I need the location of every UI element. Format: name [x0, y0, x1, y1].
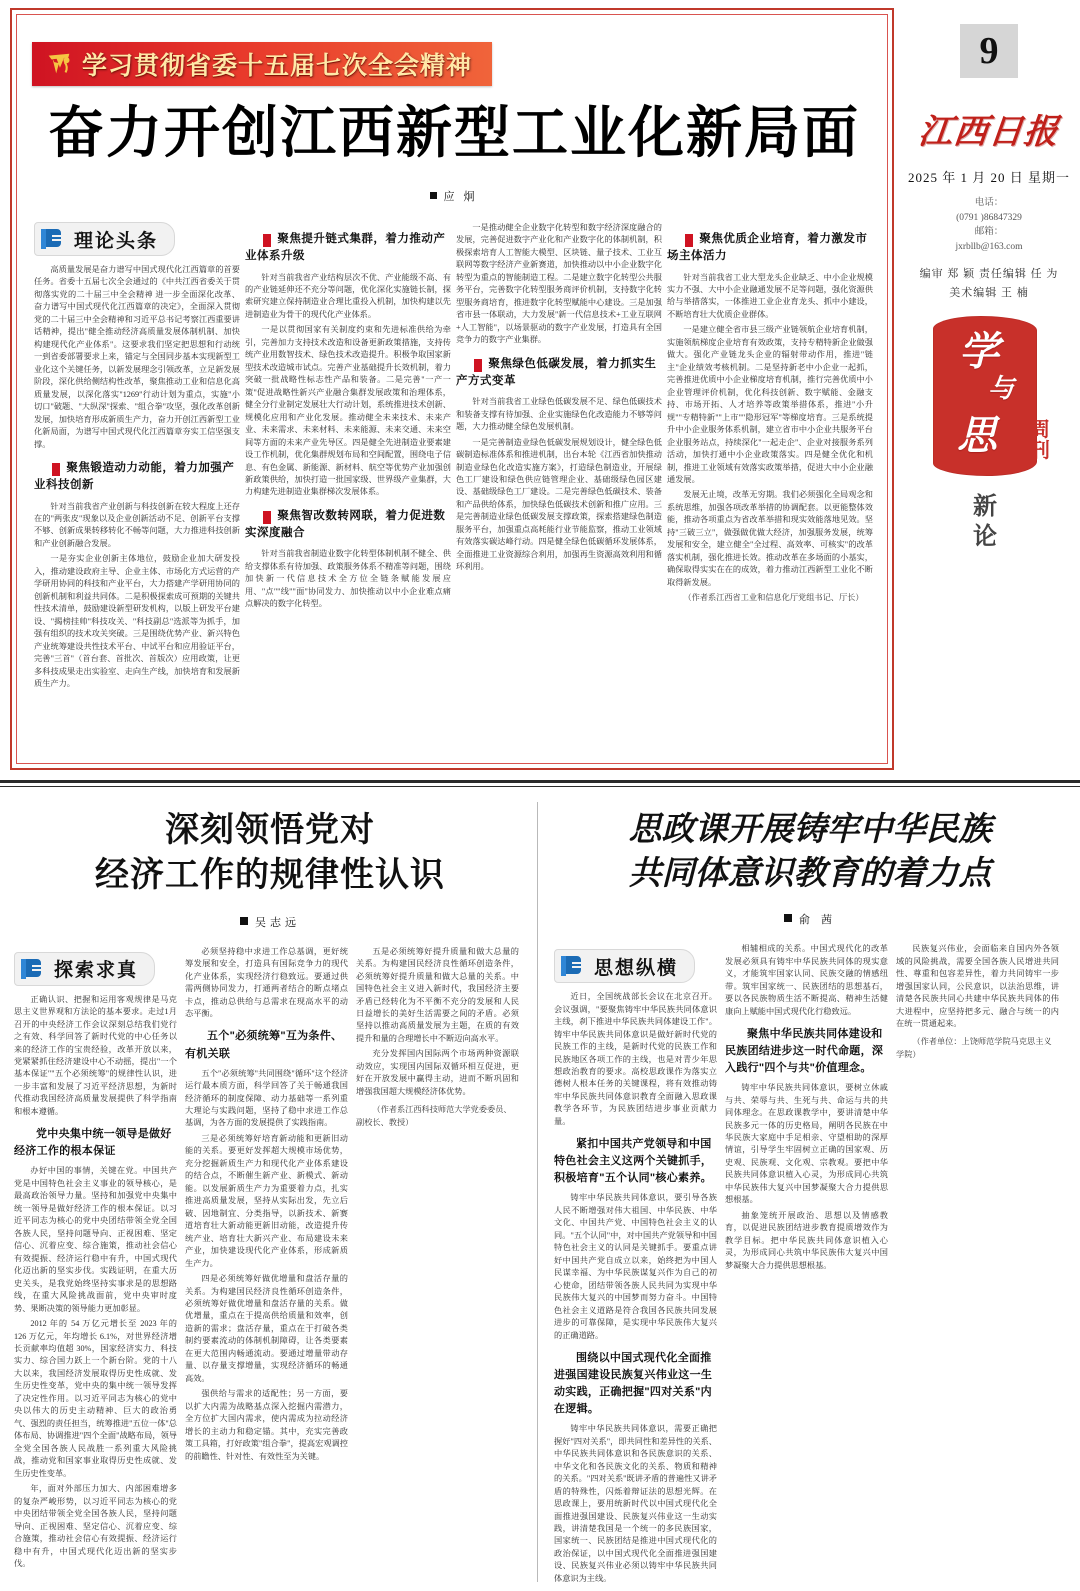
red-marker-icon: [685, 234, 693, 247]
subheading: [456, 356, 662, 391]
br-column-1: [554, 943, 717, 1588]
paragraph: 必须坚持稳中求进工作总基调，更好统筹发展和安全，打造具有国际竞争力的现代化产业体系，实现经济行稳致远。要通过供需两侧协同发力，打通两者结合的断点堵点卡点，推动总供给与总需求在现高水平的动态平衡。: [185, 946, 348, 1018]
paragraph: 2012 年的 54 万亿元增长至 2023 年的 126 万亿元，年均增长 6.1%，对世界经济增长贡献率均值超 30%，国家经济实力、科技实力、综合国力跃上一个新台阶。党的十八大以来，我国经济发展取得历史性成就、发生历史性变革，党中央的集中统一领导发挥了决定性作用。以习近平同志为核心的党中央以伟大的历史主动精神、巨大的政治勇气、强烈的责任担当，统筹推进"五位一体"总体布局、协调推进"四个全面"战略布局，领导全党全国各族人民战胜一系列重大风险挑战，推动党和国家事业取得历史性成就、发生历史性变革。: [14, 1319, 177, 1478]
book-badge-icon: [39, 227, 65, 251]
paragraph: 五是必须统筹好提升质量和做大总量的关系。为构建国民经济良性循环创造条件，必须统筹好提升质量和做大总量的关系。中国特色社会主义进入新时代，我国经济主要矛盾已经转化为不平衡不充分的发展和人民日益增长的美好生活需要之间的矛盾。必须坚持以推动高质量发展为主题，在质的有效提升和量的合理增长中不断迈向高水平。: [356, 946, 519, 1043]
editors-block: [905, 265, 1073, 302]
top-article-author: 应 炯: [443, 191, 478, 203]
paragraph: 正确认识、把握和运用客观规律是马克思主义世界观和方法论的基本要求。走过1月召开的中央经济工作会议深刻总结我们党行之有效、科学回答了新时代党的中心任务以来的经济工作的宝贵经验，改革开放以来，党紧紧抓住经济建设中心不动摇，提出"一个基本保证""五个必须统筹"的规律性认识，进一步丰富和发展了习近平经济思想，为新时代推动我国经济高质量发展提供了科学指南和根本遵循。: [14, 994, 177, 1116]
paragraph: 一是推动健全企业数字化转型和数字经济深度融合的发展，完善促进数字产业化和产业数字化的体制机制，积极探索培育人工智能大模型、区块链、量子技术、工业互联网等数字经济产业新赛道，加快推动以中小企业数字化转型为重点的智能制造工程。二是建立数字化转型公共服务平台，完善数字化转型服务商评价机制，支持数字化转型服务商培育，推进数字化转型赋能中心建设。三是加强省市县一体联动，大力发展"新一代信息技术+工业互联网+人工智能"，以场景驱动的数字产业发展，打造具有全国竞争力的数字产业集群。: [456, 223, 662, 345]
paragraph: 一是完善制造业绿色低碳发展规划设计，健全绿色低碳制造标准体系和推进机制，出台本轮《江西省加快推动制造业绿色化改造实施方案》，打造绿色制造业，开展绿色工厂建设和绿色供应链管理企业、基础级绿色园区建设、基础级绿色工厂建设。二是完善绿色低碳技术、装备和产品供给体系，加快绿色低碳技术创新和推广应用。三是完善制造业绿色低碳发展支撑政策，探索搭建绿色制造服务平台，加强重点高耗能行业节能监察，推动工业领域有效落实碳达峰行动。四是健全绿色低碳循环发展体系，全面推进工业资源综合利用，加强再生资源高效利用和循环利用。: [456, 437, 662, 572]
paragraph: 高质量发展是奋力谱写中国式现代化江西篇章的首要任务。省委十五届七次全会通过的《中共江西省委关于贯彻落实党的二十届三中全会精神 进一步全面深化改革、奋力谱写中国式现代化江西篇章的决定》，全面深入贯彻党的二十届三中全会精神和习近平总书记考察江西重要讲话精神，提出"健全推动经济高质量发展体制机制、加快构建现代化产业体系"。这要求我们坚定把思想和行动统一到省委部署要求上来，锚定与全国同步基本实现新型工业化这个关键任务，以新发展理念引领改革，立足新发展阶段，深化供给侧结构性改革，聚焦推动工业和信息化高质量发展，以深化落实"1269"行动计划为重点，实施"小切口"破题、"大纵深"探索、"组合拳"攻坚，强化改革创新发展，加快培育形成新质生产力，奋力开创江西新型工业化新局面，为谱写中国式现代化江西篇章夯实工信坚强支撑。: [34, 265, 240, 449]
article-credit: （作者系江西省工业和信息化厅党组书记、厅长）: [683, 593, 864, 603]
party-banner-text: 学习贯彻省委十五届七次全会精神: [82, 52, 473, 80]
section-divider-thin: [0, 786, 1080, 787]
top-article-columns: [34, 222, 874, 762]
top-column-3: [456, 222, 662, 762]
paragraph: 近日，全国统战部长会议在北京召开。会议强调，"要聚焦铸牢中华民族共同体意识主线，刹下推进中华民族共同体建设工作"。铸牢中华民族共同体意识是做好新时代党的民族工作的主线，是新时代党的民族工作和民族地区各项工作的主线，也是对青少年思想政治教育的要求。高校思政课作为落实立德树人根本任务的关键课程，将有效推动铸牢中华民族共同体意识教育全面融入思政课教学各环节，为民族团结进步事业贡献力量。: [554, 992, 717, 1126]
phone-value: (0791 )86847329: [956, 212, 1022, 223]
bl-column-2: [185, 946, 348, 1574]
paragraph: 四是必须统筹好做优增量和盘活存量的关系。为构建国民经济良性循环创造条件，必须统筹好做优增量和盘活存量的关系。做优增量，重点在于提高供给质量和效率，创造新的需求；盘活存量，重点在于打破各类制约要素流动的体制机制障碍，让各类要素在更大范围内畅通流动。要通过增量带动存量、以存量支撑增量，实现经济循环的畅通高效。: [185, 1274, 348, 1383]
paragraph: 铸牢中华民族共同体意识，需要正确把握好"四对关系"，即共同性和差异性的关系、中华民族共同体意识和各民族意识的关系、中华文化和各民族文化的关系、物质和精神的关系。"四对关系"既讲矛盾的普遍性又讲矛盾的特殊性，闪烁着辩证法的思想光辉。在思政课上，要用统新时代以中国式现代化全面推进强国建设、民族复兴伟业这一生动实践，讲清楚我国是一个统一的多民族国家，国家统一、民族团结是推进中国式现代化的政治保证，以中国式现代化全面推进强国建设、民族复兴伟业必须以铸牢中华民族共同体意识为主线。: [554, 1424, 717, 1583]
subheading-text: 聚焦绿色低碳发展，着力抓实生产方式变革: [456, 357, 657, 387]
br-columns: [548, 943, 1072, 1588]
email-label: 邮箱：: [974, 227, 1004, 238]
top-article-frame: [10, 8, 894, 770]
red-marker-icon: [263, 234, 271, 247]
paragraph: 年，面对外部压力加大、内部困难增多的复杂严峻形势，以习近平同志为核心的党中央团结带领全党全国各族人民，坚持问题导向、正视困难、坚定信心、沉着应变、综合施策，推动社会信心有效提振、经济运行稳中有升，中国式现代化迈出新的坚实步伐。: [14, 1484, 177, 1568]
paragraph: 针对当前我省产业结构层次不优、产业能级不高、有的产业链延伸还不充分等问题，优化深化实施链长制，探索研究建立保持制造业合理比重投入机制，加快构建以先进制造业为骨干的现代化产业体系。: [245, 272, 451, 319]
email-value: jxrbllb@163.com: [955, 242, 1023, 253]
red-marker-icon: [474, 359, 482, 372]
paragraph: 相辅相成的关系。中国式现代化的改革发展必须具有铸牢中华民族共同体的现实意义，才能筑牢国家认同、民族交融的情感纽带。筑牢国家统一、民族团结的思想基石，要以各民族物质生活不断提高、精神生活健康向上赋能中国式现代化行稳致远。: [725, 944, 888, 1016]
paragraph: 铸牢中华民族共同体意识，要引导各族人民不断增强对伟大祖国、中华民族、中华文化、中国共产党、中国特色社会主义的认同。"五个认同"中，对中国共产党领导和中国特色社会主义的认同是关键抓手。要重点讲好中国共产党自成立以来，始终把为中国人民谋幸福、为中华民族谋复兴作为自己的初心使命，团结带领各族人民共同为实现中华民族伟大复兴的中国梦而努力奋斗。中国特色社会主义道路是符合我国各民族共同发展进步的可靠保障，是实现中华民族伟大复兴的正确道路。: [554, 1193, 717, 1340]
section-divider-thick: [0, 780, 1080, 783]
section-badge-thought[interactable]: [554, 949, 695, 983]
paragraph: 铸牢中华民族共同体意识，要树立休戚与共、荣辱与共、生死与共、命运与共的共同体理念。在思政课教学中，要讲清楚中华民族多元一体的历史格局，阐明各民族在中华民族大家庭中手足相亲、守望相助的深厚情谊，引导学生牢固树立正确的国家观、历史观、民族观、文化观、宗教观。要把中华民族共同体意识植入心灵，为形成同心共筑中华民族伟大复兴中国梦凝聚大合力提供思想根基。: [725, 1083, 888, 1205]
subheading: [245, 508, 451, 543]
paragraph: 针对当前我省产业创新与科技创新在较大程度上还存在的"两张皮"现象以及企业创新活动不足、创新平台支撑不够、创新成果转移转化不畅等问题，大力推进科技创新和产业创新融合发展。: [34, 501, 240, 548]
subheading-text: 聚焦锻造动力动能，着力加强产业科技创新: [34, 462, 235, 492]
page-number: 9: [960, 24, 1018, 78]
section-badge-explore[interactable]: [14, 952, 155, 986]
section-badge-label: 探索求真: [54, 960, 139, 982]
section-badge-label: 理论头条: [74, 230, 159, 252]
section-badge-theory[interactable]: [34, 222, 175, 256]
subheading: 紧扣中国共产党领导和中国特色社会主义这两个关键抓手，积极培育"五个认同"核心素养。: [554, 1138, 713, 1185]
subheading-text: 聚焦智改数转网联，着力促进数实深度融合: [245, 509, 446, 540]
seal-char-1: 学: [959, 329, 999, 375]
subheading: [245, 231, 451, 266]
byline-square-icon: [240, 917, 248, 925]
bl-columns: [8, 946, 532, 1574]
paragraph: 抽象笼统开展政治、思想以及情感教育，以促进民族团结进步教育提质增效作为教学目标。把中华民族共同体意识植入心灵，为形成同心共筑中华民族伟大复兴中国梦凝聚大合力提供思想根基。: [725, 1210, 888, 1270]
paragraph: 针对当前我省制造业数字化转型体制机制不健全、供给支撑体系有待加强、政策服务体系不精准等问题，围绕加快新一代信息技术全方位全链条赋能发展应用、"点""线""面"协同发力、加快推动以中小企业难点痛点解决的数字化转型。: [245, 549, 451, 609]
subheading: 五个"必须统筹"互为条件、有机关联: [185, 1030, 343, 1060]
book-badge-icon: [559, 954, 585, 978]
paragraph: 三是必须统筹好培育新动能和更新旧动能的关系。要更好发挥超大规模市场优势，充分挖掘新质生产力和现代化产业体系建设的结合点，不断催生新产业、新模式、新动能。以发展新质生产力为重要着力点，扎实推进高质量发展，坚持从实际出发，先立后破、因地制宜、分类指导，以新技术、新赛道培育壮大新动能更新旧动能，改造提升传统产业、培育壮大新兴产业、布局建设未来产业，加快建设现代化产业体系，形成新质生产力。: [185, 1133, 348, 1268]
seal-weekly-label: 周刊: [1030, 419, 1050, 463]
paragraph: 一是建立健全省市县三级产业链领航企业培育机制，实施领航梯度企业培育有效政策，支持专精特新企业做强做大。强化产业链龙头企业的辐射带动作用，推进"链主"企业绩效考核机制。二是坚持新老中小企业一起抓，完善推进优质中小企业梯度培育机制，推行完善优质中小企业管理评价机制，优化科技创新、数字赋能、金融支持、市场开拓、人才培养等政策举措体系，推进"小升规""专精特新""上市""隐形冠军"等梯度培育。三是系统提升中小企业服务体系机制，建立省市中小企业共服务平台企业服务站点，持续深化"一起走企"、企业对接服务系列活动，加快打通中小企业政策落实。四是健全优化和机制，推进工业领域有效落实政策举措，促进大中小企业融通发展。: [667, 325, 873, 484]
top-column-2: [245, 222, 451, 762]
paragraph: 针对当前我省工业大型龙头企业缺乏、中小企业规模实力不强、大中小企业融通发展不足等问题，强化资源供给与举措落实，一体推进工业企业育龙头、抓中小建设，不断培育壮大优质企业群体。: [667, 272, 873, 319]
top-column-4: [667, 222, 873, 762]
paragraph: 一是夯实企业创新主体地位，鼓励企业加大研发投入，推动建设政府主导、企业主体、市场化方式运营的产学研用协同的科技和产业平台，大力搭建产学研用协同的创新机制和利益共同体。二是积极探索成可预期的关键共性技术清单，鼓励建设新型研发机构，以版上研发平台建设、"揭榜挂帅"科技攻关、"科技副总"选派等为抓手，加强有组织的技术攻关突破。三是围绕优势产业、新兴特色产业统筹建设共性技术平台、中试平台和应用验证平台，完善"三首"（首台套、首批次、首版次）应用政策，让更多科技成果走出实验室、走向生产线，加快培育和发展新质生产力。: [34, 554, 240, 689]
top-article-headline: 奋力开创江西新型工业化新局面: [48, 101, 860, 164]
bottom-left-article: [8, 792, 532, 1573]
dateline: 2025 年 1 月 20 日 星期一: [907, 170, 1070, 185]
subheading-text: 聚焦提升链式集群，着力推动产业体系升级: [245, 233, 446, 263]
seal-char-2: 与: [987, 374, 1014, 404]
book-badge-icon: [19, 957, 45, 981]
subheading: [34, 460, 240, 495]
br-headline-line1: 思政课开展铸牢中华民族: [628, 812, 992, 848]
bl-headline-line2: 经济工作的规律性认识: [95, 856, 445, 894]
bl-column-3: [356, 946, 519, 1574]
paragraph: 办好中国的事情，关键在党。中国共产党是中国特色社会主义事业的领导核心，是最高政治领导力量。坚持和加强党中央集中统一领导是做好经济工作的根本保证。以习近平同志为核心的党中央团结带领全党全国各族人民，坚持问题导向、正视困难、坚定信心、沉着应变、综合施策，推动社会信心有效提振、经济运行稳中有升，中国式现代化迈出新的坚实步伐。实践证明，在重大历史关头，是我党始终坚持实事求是的思想路线，在重大风险挑战面前，党中央审时度势、果断决策的领导能力更加彰显。: [14, 1166, 177, 1313]
top-article-byline: [12, 188, 896, 204]
xue-yu-si-seal: [933, 316, 1037, 476]
subheading: [667, 231, 873, 266]
subheading: 党中央集中统一领导是做好经济工作的根本保证: [14, 1128, 172, 1158]
br-column-3: [896, 943, 1059, 1588]
masthead-rail: [905, 8, 1073, 770]
art-editor-line: 美术编辑 王 楠: [949, 286, 1029, 299]
party-banner: [32, 42, 492, 86]
seal-section-label: 新论: [973, 493, 999, 551]
paragraph: 一是以贯彻国家有关制度约束和先进标准供给为牵引，完善加力支持技术改造和设备更新政策措施，支持传统产业用数智技术、绿色技术改造提升。积极争取国家新型技术改造城市试点。完善产业基础提升长效机制，着力突破一批战略性标志性产品和装备。二是完善"一产一策"促进战略性新兴产业融合集群发展政策和治理体系，健全分行业制定发展壮大行动计划，系统推进技术创新、规模化应用和产业化发展。推动健全未来技术、未来产业、未来需求、未来材料、未来能源、未来交通、未来空间等方面的未来产业先导区。四是健全先进制造业要素建设工作机制，优化集群规划布局和空间配置，围绕电子信息、有色金属、新能源、新材料、航空等优势产业加强创新政策供给，加快打造一批国家级、世界级产业集群，大力构建先进制造业集群梯次发展体系。: [245, 325, 451, 497]
br-column-2: [725, 943, 888, 1588]
newspaper-masthead: 江西日报: [916, 114, 1061, 151]
vertical-divider: [537, 802, 538, 1582]
subheading-text: 聚焦优质企业培育，着力激发市场主体活力: [667, 233, 868, 263]
bottom-section: [0, 792, 1080, 1591]
article-credit: （作者单位：上饶师范学院马克思主义学院）: [896, 1037, 1052, 1059]
br-headline-line2: 共同体意识教育的着力点: [628, 855, 992, 892]
paragraph: 针对当前我省工业绿色低碳发展不足、绿色低碳技术和装备支撑有待加强、企业实施绿色化改造能力不够等问题，大力推动健全绿色发展机制。: [456, 397, 662, 432]
article-credit: （作者系江西科技师范大学党委委员、副校长、教授）: [356, 1105, 512, 1127]
red-marker-icon: [52, 463, 60, 476]
paragraph: 民族复兴伟业，会面临来自国内外各领域的风险挑战，需要全国各族人民增进共同性、尊重和包容差异性，着力共同铸牢一步增强国家认同，公民意识，以法治思维，讲清楚各民族共同心共建中华民族共同体的伟大进程中，应坚持把多元、融合与统一的内在统一贯通起来。: [896, 944, 1059, 1028]
top-section: [0, 0, 1080, 790]
bottom-right-article: [548, 792, 1072, 1588]
byline-square-icon: [784, 914, 792, 922]
phone-label: 电话：: [974, 198, 1004, 208]
bl-column-1: [14, 946, 177, 1574]
red-marker-icon: [263, 511, 271, 524]
br-byline: [548, 911, 1072, 927]
section-badge-label: 思想纵横: [594, 957, 679, 979]
br-author: 俞 茜: [798, 914, 837, 927]
paragraph: 强供给与需求的适配性；另一方面，要以扩大内需为战略基点深入挖掘内需潜力，全方位扩大国内需求，使内需成为拉动经济增长的主动力和稳定锚。其中，充实完善政策工具箱，打好政策"组合拳"，提高宏观调控的前瞻性、针对性、有效性至为关键。: [185, 1389, 348, 1461]
bl-headline-line1: 深刻领悟党对: [165, 812, 375, 849]
subheading: 聚焦中华民族共同体建设和民族团结进步这一时代命题，深入践行"四个与共"价值理念。: [725, 1027, 884, 1075]
editor-line: 编审 郑 颖 责任编辑 任 为: [919, 267, 1059, 280]
top-column-1: [34, 222, 240, 762]
bl-byline: [8, 914, 532, 930]
byline-square-icon: [430, 192, 437, 199]
party-emblem-icon: [44, 49, 74, 79]
paragraph: 充分发挥国内国际两个市场两种资源联动效应，实现国内国际双循环相互促进，更好在开放发展中赢得主动，进而不断巩固和增强我国超大规模经济体优势。: [356, 1049, 519, 1096]
subheading: 围绕以中国式现代化全面推进强国建设民族复兴伟业这一生动实践，正确把握"四对关系"内在逻辑。: [554, 1352, 713, 1416]
contact-block: [905, 196, 1073, 255]
paragraph: 五个"必须统筹"共同围绕"循环"这个经济运行最本质方面，科学回答了关于畅通我国经济循环的制度保障、动力基础等一系列重大理论与实践问题，坚持了稳中求进工作总基调，为各方面的发展提供了实践指南。: [185, 1068, 348, 1128]
paragraph: 发展无止境，改革无穷期。我们必须强化全局观念和系统思维，加强各项改革举措的协调配套。以更能整体效能，推动各项重点为省改革举措和现实效能落地见效。坚持"三破三立"，做强做优做大经济，加强服务发展，统筹发展和安全，建立健全"全过程、高效率、可核实"的改革落实机制，强化推进长效。推动改革在多场面的小基实，确保取得实实在在的成效，着力推动江西新型工业化不断取得新发展。: [667, 490, 873, 587]
bl-author: 吴志远: [255, 916, 300, 929]
seal-char-3: 思: [957, 413, 997, 459]
seal-block: [905, 316, 1073, 556]
